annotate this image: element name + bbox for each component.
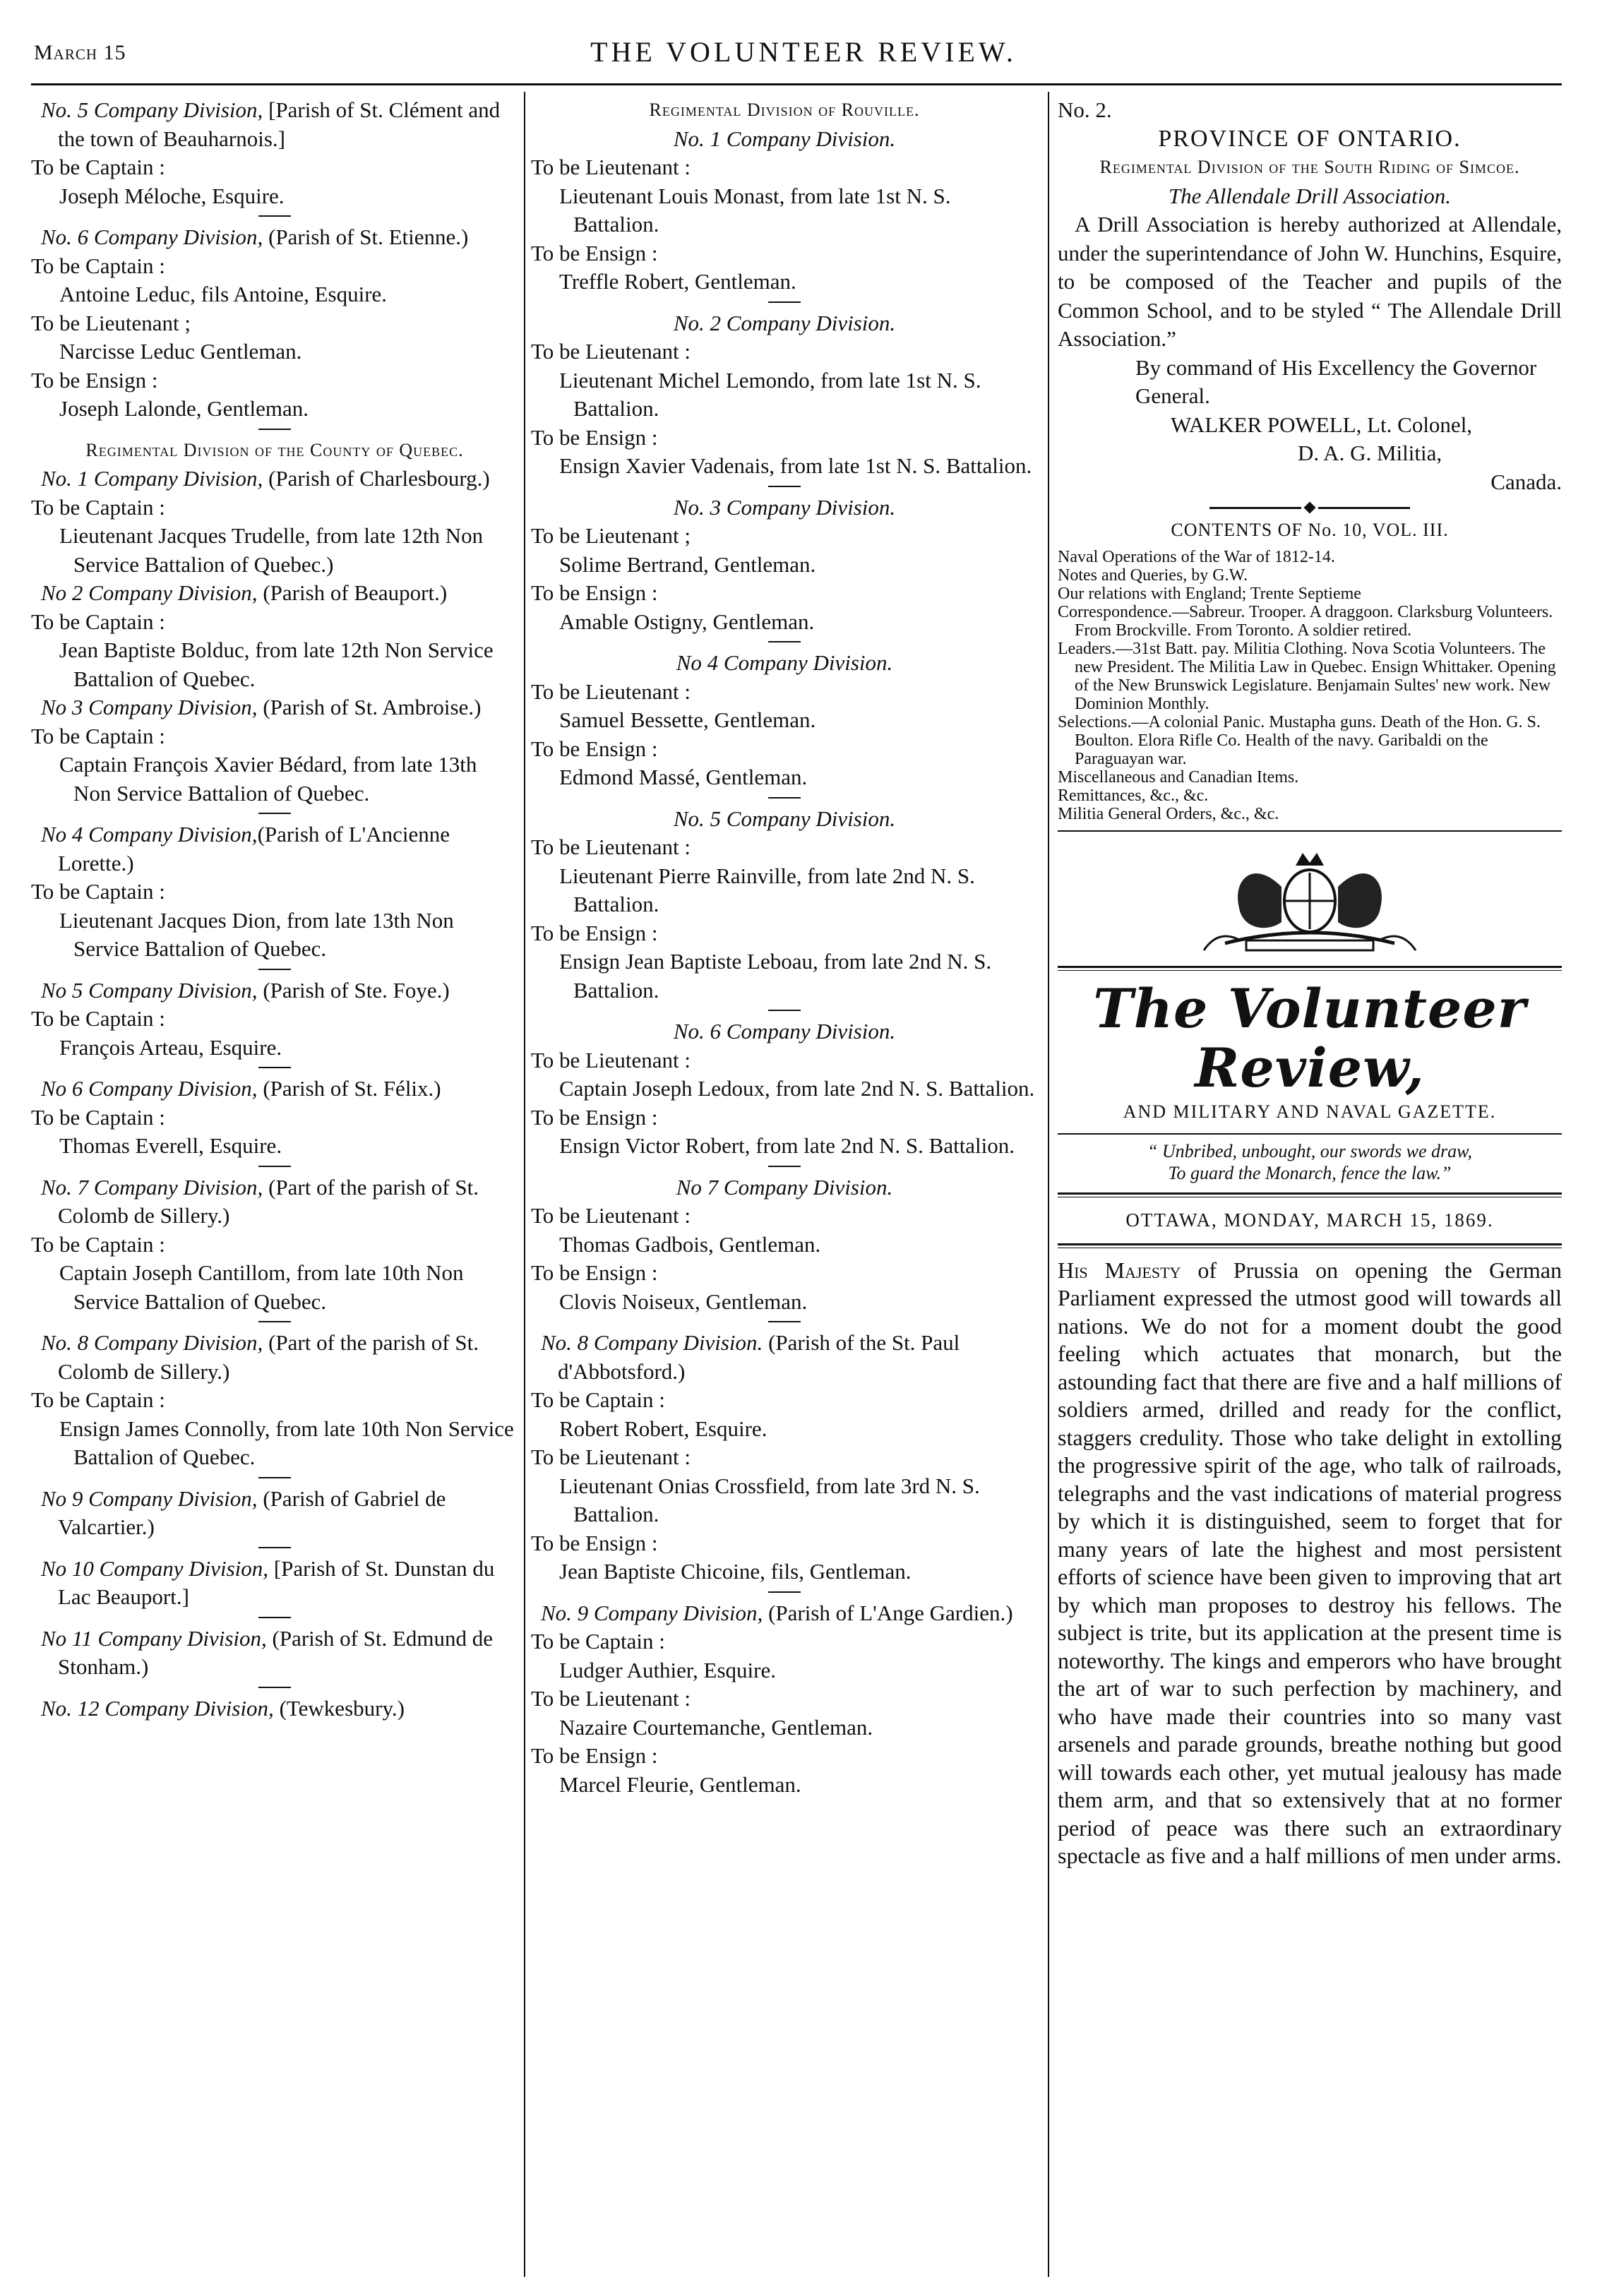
rank-line: To be Captain : <box>31 723 165 748</box>
division-number: No 4 Company Division, <box>41 822 258 847</box>
company-division-heading <box>531 1599 1038 1628</box>
rank-line: To be Ensign : <box>531 240 658 265</box>
division-number: No 3 Company Division, <box>41 695 258 719</box>
appointee-entry: Lieutenant Jacques Trudelle, from late 12th Non Service Battalion of Quebec.) <box>59 523 484 577</box>
rank-line: To be Ensign : <box>531 1104 658 1130</box>
division-number: No 9 Company Division, <box>41 1485 258 1511</box>
division-heading: Regimental Division of the South Riding of Simcoe. <box>1099 157 1520 177</box>
section-divider <box>258 1687 291 1688</box>
rank-line: To be Lieutenant : <box>531 835 691 859</box>
province-heading: PROVINCE OF ONTARIO. <box>1158 125 1462 152</box>
contents-item: Naval Operations of the War of 1812-14. <box>1058 547 1335 566</box>
section-divider <box>768 1010 801 1011</box>
parish-name: (Parish of the St. Paul d'Abbotsford.) <box>558 1330 960 1384</box>
column-2 <box>531 96 1038 1799</box>
column-1 <box>31 96 518 1723</box>
parish-name: (Parish of L'Ange Gardien.) <box>763 1600 1013 1625</box>
division-number: No. 8 Company Division. <box>541 1330 763 1355</box>
signature-line-3: Canada. <box>1490 469 1562 494</box>
parish-name: (Parish of Beauport.) <box>257 580 448 605</box>
royal-arms-icon <box>1161 844 1458 957</box>
division-number: No 4 Company Division. <box>676 650 893 675</box>
rank-line: To be Lieutenant : <box>531 155 691 179</box>
rank-line: To be Lieutenant : <box>531 1686 691 1711</box>
rank-line: To be Ensign : <box>531 1743 658 1768</box>
appointee-entry: Robert Robert, Esquire. <box>559 1416 767 1441</box>
appointee-entry: François Arteau, Esquire. <box>59 1034 282 1060</box>
dateline-rule-top <box>1058 1192 1562 1197</box>
parish-name: (Tewkesbury.) <box>273 1695 405 1721</box>
company-division-heading <box>531 125 1038 154</box>
company-division-heading <box>31 820 518 878</box>
appointee-entry: Joseph Lalonde, Gentleman. <box>59 396 309 421</box>
appointee-entry: Jean Baptiste Bolduc, from late 12th Non Service Battalion of Quebec. <box>59 638 494 691</box>
division-number: No. 7 Company Division, <box>41 1174 263 1200</box>
column-rule-2 <box>1048 92 1049 2277</box>
section-divider <box>258 813 291 814</box>
appointee-entry: Samuel Bessette, Gentleman. <box>559 707 816 732</box>
masthead-rule-top <box>1058 966 1562 971</box>
rank-line: To be Ensign : <box>531 920 658 945</box>
division-number: No 7 Company Division. <box>676 1174 893 1200</box>
column-rule-1 <box>524 92 525 2277</box>
rank-line: To be Captain : <box>31 609 165 634</box>
appointee-entry: Captain Joseph Cantillom, from late 10th Non Service Battalion of Quebec. <box>59 1260 464 1314</box>
rank-line: To be Captain : <box>31 1006 165 1031</box>
division-number: No. 6 Company Division. <box>673 1019 896 1044</box>
signature-line-2: D. A. G. Militia, <box>1298 441 1442 465</box>
appointee-entry: Amable Ostigny, Gentleman. <box>559 609 815 634</box>
contents-item: Notes and Queries, by G.W. <box>1058 566 1248 585</box>
rank-line: To be Ensign : <box>531 1260 658 1285</box>
division-number: No. 1 Company Division. <box>673 126 896 151</box>
appointee-entry: Ensign James Connolly, from late 10th Non Service Battalion of Quebec. <box>59 1416 514 1469</box>
parish-name: (Part of the parish of St. Colomb de Sillery.) <box>58 1330 479 1384</box>
appointee-entry: Antoine Leduc, fils Antoine, Esquire. <box>59 282 388 306</box>
division-number: No 10 Company Division, <box>41 1555 269 1581</box>
appointee-entry: Lieutenant Michel Lemondo, from late 1st N. S. Battalion. <box>559 367 981 421</box>
company-division-heading <box>531 1017 1038 1046</box>
appointee-entry: Ensign Victor Robert, from late 2nd N. S. Battalion. <box>559 1133 1015 1158</box>
appointee-entry: Jean Baptiste Chicoine, fils, Gentleman. <box>559 1559 912 1584</box>
section-divider <box>768 1166 801 1167</box>
appointee-entry: Nazaire Courtemanche, Gentleman. <box>559 1714 873 1740</box>
division-number: No. 9 Company Division, <box>541 1600 763 1625</box>
parish-name: [Parish of St. Dunstan du Lac Beauport.] <box>58 1555 495 1609</box>
contents-item: Correspondence.—Sabreur. Trooper. A draggoon. Clarksburg Volunteers. From Brockville. From Toronto. A soldier retired. <box>1058 602 1553 640</box>
company-division-heading <box>531 805 1038 834</box>
contents-item: Militia General Orders, &c., &c. <box>1058 804 1279 823</box>
parish-name: (Parish of St. Edmund de Stonham.) <box>58 1625 494 1679</box>
appointee-entry: Edmond Massé, Gentleman. <box>559 765 808 789</box>
contents-list <box>1058 548 1562 823</box>
masthead-subtitle: AND MILITARY AND NAVAL GAZETTE. <box>1123 1101 1497 1122</box>
rank-line: To be Ensign : <box>31 367 158 393</box>
regimental-division-heading: Regimental Division of Rouville. <box>649 100 920 120</box>
division-number: No. 5 Company Division. <box>673 806 896 831</box>
contents-item: Leaders.—31st Batt. pay. Militia Clothing. Nova Scotia Volunteers. The new President. The Militia Law in Quebec. Ensign Whittaker. Opening of the New Brunswick Legislature. Benjamain Sultes' new work. New Dominion Monthly. <box>1058 639 1556 713</box>
company-division-heading <box>31 579 518 608</box>
dateline: OTTAWA, MONDAY, MARCH 15, 1869. <box>1125 1209 1494 1231</box>
rank-line: To be Ensign : <box>531 1530 658 1555</box>
header-date: March 15 <box>34 41 126 64</box>
section-divider <box>258 969 291 970</box>
rank-line: To be Captain : <box>31 1387 165 1412</box>
section-divider <box>768 1591 801 1593</box>
header-rule <box>31 83 1562 85</box>
appointee-entry: Thomas Everell, Esquire. <box>59 1133 282 1158</box>
rank-line: To be Ensign : <box>531 424 658 450</box>
page-header <box>0 0 1607 78</box>
appointee-entry: Thomas Gadbois, Gentleman. <box>559 1231 821 1257</box>
rank-line: To be Captain : <box>31 1231 165 1257</box>
appointee-entry: Captain Joseph Ledoux, from late 2nd N. S. Battalion. <box>559 1076 1035 1101</box>
leader-text: of Prussia on opening the German Parliament expressed the utmost good will towards all nations. We do not for a moment doubt the good feeling which actuates that monarch, but the astounding fact that there are five and a half millions of soldiers armed, drilled and ready for the conflict, staggers credulity. Those who take delight in extolling the progressive spirit of the age, who talk of railroads, telegraphs and the vast indications of material progress by which it is distinguished, seem to forget that for many years of late the highest and most persistent efforts of science have been given to improving that art by which man proposes to destroy his fellows. The subject is trite, but its application at the present time is noteworthy. The kings and emperors who have brought the art of war to such perfection by machinery, and who have made their countries into so many vast arsenels and parade grounds, breathe nothing but good will towards each other, yet mutual jealousy has made them arm, and that so extensively that at no former period of peace was there such an extraordinary spectacle as five and a half millions of men under arms. <box>1058 1257 1563 1868</box>
rank-line: To be Lieutenant : <box>531 1445 691 1469</box>
parish-name: (Parish of L'Ancienne Lorette.) <box>58 822 450 875</box>
parish-name: (Parish of Ste. Foye.) <box>257 977 450 1003</box>
company-division-heading <box>31 1555 518 1612</box>
company-division-heading <box>31 976 518 1005</box>
company-division-heading <box>31 96 518 153</box>
division-number: No. 6 Company Division, <box>41 225 263 249</box>
rank-line: To be Lieutenant ; <box>31 310 191 335</box>
leader-cap: His Majesty <box>1058 1257 1181 1283</box>
appointee-entry: Ensign Xavier Vadenais, from late 1st N. S. Battalion. <box>559 453 1032 478</box>
contents-item: Selections.—A colonial Panic. Mustapha guns. Death of the Hon. G. S. Boulton. Elora Rifle Co. Health of the navy. Garibaldi on the Paraguayan war. <box>1058 712 1541 768</box>
appointee-entry: Narcisse Leduc Gentleman. <box>59 339 302 364</box>
section-divider <box>258 215 291 217</box>
rank-line: To be Captain : <box>31 253 165 278</box>
company-division-heading <box>31 223 518 252</box>
division-number: No. 12 Company Division, <box>41 1695 274 1721</box>
company-division-heading <box>31 1625 518 1682</box>
parish-name: (Parish of Gabriel de Valcartier.) <box>58 1485 446 1539</box>
regimental-division-heading: Regimental Division of the County of Quebec. <box>85 439 464 460</box>
parish-name: [Parish of St. Clément and the town of Beauharnois.] <box>58 97 501 151</box>
contents-item: Our relations with England; Trente Septieme <box>1058 584 1361 603</box>
appointee-entry: Lieutenant Louis Monast, from late 1st N. S. Battalion. <box>559 183 951 237</box>
section-divider <box>258 1166 291 1167</box>
appointee-entry: Lieutenant Pierre Rainville, from late 2nd N. S. Battalion. <box>559 863 975 916</box>
ornamental-divider <box>1058 503 1562 512</box>
rank-line: To be Lieutenant ; <box>531 523 691 548</box>
company-division-heading <box>531 649 1038 678</box>
division-number: No 11 Company Division, <box>41 1625 267 1651</box>
section-divider <box>768 1321 801 1322</box>
company-division-heading <box>31 1694 518 1723</box>
company-division-heading <box>31 693 518 722</box>
section-divider <box>258 1617 291 1618</box>
motto-rule-top <box>1058 1133 1562 1135</box>
company-division-heading <box>531 1173 1038 1202</box>
division-number: No 2 Company Division, <box>41 580 258 605</box>
header-title: THE VOLUNTEER REVIEW. <box>590 36 1017 68</box>
section-divider <box>258 1477 291 1478</box>
appointee-entry: Marcel Fleurie, Gentleman. <box>559 1771 801 1797</box>
rank-line: To be Captain : <box>31 1104 165 1130</box>
company-division-heading <box>31 1173 518 1231</box>
company-division-heading <box>31 465 518 494</box>
company-division-heading <box>531 494 1038 522</box>
parish-name: (Parish of St. Félix.) <box>257 1076 441 1101</box>
division-number: No 6 Company Division, <box>41 1076 258 1101</box>
appointee-entry: Lieutenant Onias Crossfield, from late 3rd N. S. Battalion. <box>559 1473 980 1526</box>
parish-name: (Parish of St. Ambroise.) <box>257 695 482 719</box>
section-divider <box>258 1067 291 1068</box>
rank-line: To be Ensign : <box>531 736 658 761</box>
leader-article <box>1058 1257 1562 1870</box>
division-number: No. 2 Company Division. <box>673 310 896 335</box>
motto-line-1: “ Unbribed, unbought, our swords we draw, <box>1147 1141 1473 1161</box>
rank-line: To be Captain : <box>31 494 165 520</box>
section-divider <box>258 1321 291 1322</box>
company-division-heading <box>31 1485 518 1542</box>
division-number: No. 1 Company Division, <box>41 466 263 491</box>
contents-item: Remittances, &c., &c. <box>1058 786 1209 805</box>
company-division-heading <box>531 309 1038 338</box>
division-number: No. 3 Company Division. <box>673 494 896 520</box>
appointee-entry: Clovis Noiseux, Gentleman. <box>559 1288 808 1314</box>
appointee-entry: Captain François Xavier Bédard, from late 13th Non Service Battalion of Quebec. <box>59 752 477 806</box>
appointee-entry: Treffle Robert, Gentleman. <box>559 269 796 294</box>
column-3 <box>1058 96 1562 1870</box>
section-divider <box>258 1547 291 1548</box>
parish-name: (Parish of St. Etienne.) <box>263 225 469 249</box>
section-divider <box>768 797 801 799</box>
contents-rule <box>1058 830 1562 832</box>
dateline-rule-bottom <box>1058 1243 1562 1248</box>
division-number: No. 5 Company Division, <box>41 97 263 122</box>
company-division-heading <box>531 1329 1038 1386</box>
rank-line: To be Lieutenant : <box>531 339 691 364</box>
section-divider <box>768 641 801 642</box>
appointee-entry: Ensign Jean Baptiste Leboau, from late 2nd N. S. Battalion. <box>559 949 992 1003</box>
association-title: The Allendale Drill Association. <box>1168 183 1452 208</box>
masthead-title: The Volunteer Review, <box>1093 976 1527 1099</box>
division-number: No. 8 Company Division, <box>41 1330 263 1355</box>
signature-line-1: WALKER POWELL, Lt. Colonel, <box>1171 412 1473 437</box>
appointee-entry: Solime Bertrand, Gentleman. <box>559 551 816 577</box>
company-division-heading <box>31 1075 518 1104</box>
order-number: No. 2. <box>1058 97 1112 122</box>
appointee-entry: Ludger Authier, Esquire. <box>559 1657 776 1682</box>
section-divider <box>768 486 801 487</box>
rank-line: To be Lieutenant : <box>531 1047 691 1072</box>
parish-name: (Part of the parish of St. Colomb de Sillery.) <box>58 1174 479 1228</box>
section-divider <box>258 429 291 430</box>
rank-line: To be Lieutenant : <box>531 678 691 704</box>
motto-line-2: To guard the Monarch, fence the law.” <box>1168 1163 1452 1183</box>
rank-line: To be Lieutenant : <box>531 1203 691 1228</box>
rank-line: To be Captain : <box>531 1629 665 1654</box>
rank-line: To be Captain : <box>31 879 165 904</box>
parish-name: (Parish of Charlesbourg.) <box>263 466 490 491</box>
appointee-entry: Joseph Méloche, Esquire. <box>59 183 285 208</box>
contents-title: CONTENTS OF No. 10, VOL. III. <box>1171 520 1449 540</box>
division-number: No 5 Company Division, <box>41 977 258 1003</box>
company-division-heading <box>31 1329 518 1386</box>
appointee-entry: Lieutenant Jacques Dion, from late 13th Non Service Battalion of Quebec. <box>59 907 454 961</box>
command-line: By command of His Excellency the Governor General. <box>1135 354 1537 408</box>
contents-item: Miscellaneous and Canadian Items. <box>1058 767 1299 787</box>
section-divider <box>768 301 801 303</box>
association-body: A Drill Association is hereby authorized at Allendale, under the superintendance of John W. Hunchins, Esquire, to be composed of the Teacher and pupils of the Common School, and to be styled “ The Allendale Drill Association.” <box>1058 212 1562 351</box>
rank-line: To be Captain : <box>31 155 165 179</box>
rank-line: To be Captain : <box>531 1387 665 1412</box>
rank-line: To be Ensign : <box>531 580 658 605</box>
